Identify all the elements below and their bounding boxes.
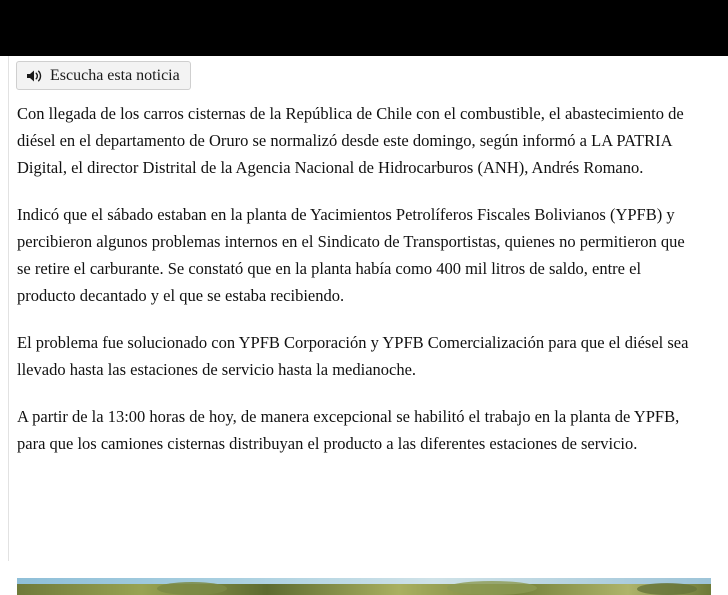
article-paragraph: Con llegada de los carros cisternas de la República de Chile con el combustible, el abastecimiento de diésel en el departamento de Oruro se normalizó desde este domingo, según informó a LA PATRIA Digital, el director Distrital de la Agencia Nacional de Hidrocarburos (ANH), Andrés Romano.: [17, 104, 684, 177]
speaker-icon: [26, 68, 43, 84]
article-paragraph: A partir de la 13:00 horas de hoy, de manera excepcional se habilitó el trabajo en la planta de YPFB, para que los camiones cisternas distribuyan el producto a las diferentes estaciones de servicio.: [17, 407, 680, 453]
photo-foliage: [447, 581, 537, 595]
photo-foliage: [637, 583, 697, 595]
article-paragraph: Indicó que el sábado estaban en la planta de Yacimientos Petrolíferos Fiscales Bolivianos (YPFB) y percibieron algunos problemas internos en el Sindicato de Transportistas, quienes no permitieron que se retire el carburante. Se constató que en la planta había como 400 mil litros de saldo, entre el producto decantado y el que se estaba recibiendo.: [17, 205, 685, 305]
listen-to-news-label: Escucha esta noticia: [50, 66, 180, 84]
article-paragraph: El problema fue solucionado con YPFB Corporación y YPFB Comercialización para que el diésel sea llevado hasta las estaciones de servicio hasta la medianoche.: [17, 333, 689, 379]
article-body: [17, 100, 700, 457]
listen-to-news-button[interactable]: [16, 61, 191, 90]
video-player-surface[interactable]: [9, 0, 719, 56]
photo-foliage: [157, 582, 227, 595]
video-player-banner[interactable]: [0, 0, 728, 56]
article-photo: [17, 578, 711, 595]
photo-ground: [17, 584, 711, 595]
content-left-rule: [8, 56, 9, 561]
